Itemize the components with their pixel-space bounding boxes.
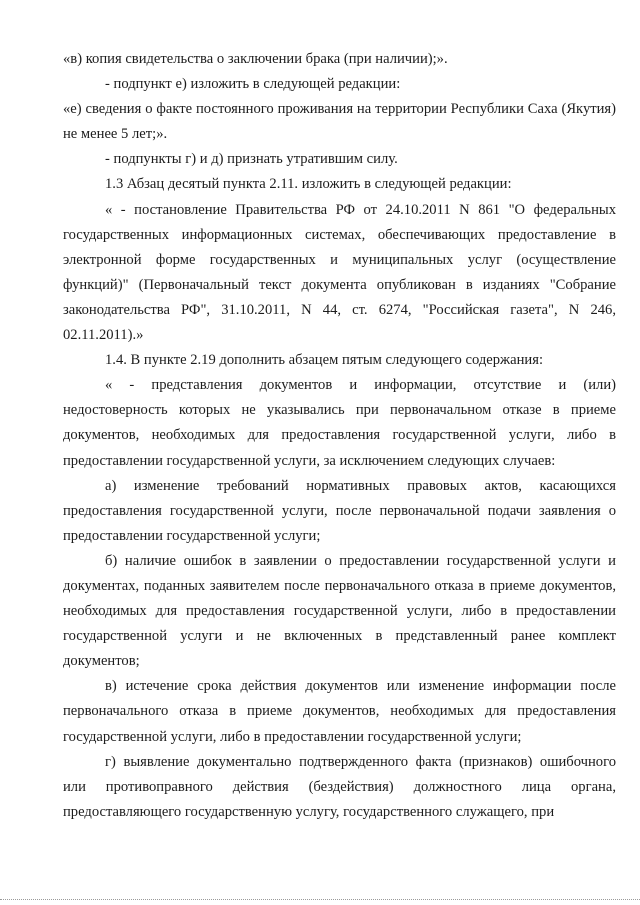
paragraph-section-1-3: 1.3 Абзац десятый пункта 2.11. изложить в следующей редакции: bbox=[105, 176, 512, 193]
paragraph-documents-exceptions: « - представления документов и информации, отсутствие и (или) недостоверность которых не указывались при первоначальном отказе в приеме документов, необходимых для предоставления государственной услуги, либо в предоставлении государственной услуги, за исключением следующих случаев: bbox=[63, 377, 616, 469]
paragraph-case-b: б) наличие ошибок в заявлении о предоставлении государственной услуги и документах, поданных заявителем после первоначального отказа в приеме документов, необходимых для предоставления государственной услуги, либо в предоставлении государственной услуги и не включенных в представленный ранее комплект документов; bbox=[63, 552, 616, 670]
paragraph-subitem-e-amend: - подпункт е) изложить в следующей редакции: bbox=[105, 76, 401, 93]
paragraph-case-a: а) изменение требований нормативных правовых актов, касающихся предоставления государственной услуги, после первоначальной подачи заявления о предоставлении государственной услуги; bbox=[63, 477, 616, 544]
paragraph-subitems-g-d-void: - подпункты г) и д) признать утратившим силу. bbox=[105, 151, 398, 168]
document-body bbox=[63, 47, 616, 825]
paragraph-item-v-marriage-certificate: «в) копия свидетельства о заключении брака (при наличии);». bbox=[63, 51, 448, 67]
page-bottom-divider bbox=[0, 899, 640, 900]
paragraph-section-1-4: 1.4. В пункте 2.19 дополнить абзацем пятым следующего содержания: bbox=[105, 352, 544, 369]
paragraph-case-v: в) истечение срока действия документов или изменение информации после первоначального отказа в приеме документов, необходимых для предоставления государственной услуги, либо в предоставлении государственной услуги; bbox=[63, 678, 616, 745]
paragraph-government-decree: « - постановление Правительства РФ от 24.10.2011 N 861 "О федеральных государственных информационных системах, обеспечивающих предоставление в электронной форме государственных и муниципальных услуг (осуществление функций)" (Первоначальный текст документа опубликован в изданиях "Собрание законодательства РФ", 31.10.2011, N 44, ст. 6274, "Российская газета", N 246, 02.11.2011).» bbox=[63, 201, 616, 344]
paragraph-item-e-residence: «е) сведения о факте постоянного проживания на территории Республики Саха (Якутия) не менее 5 лет;». bbox=[63, 101, 616, 143]
paragraph-case-g: г) выявление документально подтвержденного факта (признаков) ошибочного или противоправного действия (бездействия) должностного лица органа, предоставляющего государственную услугу, государственного служащего, при bbox=[63, 753, 616, 820]
